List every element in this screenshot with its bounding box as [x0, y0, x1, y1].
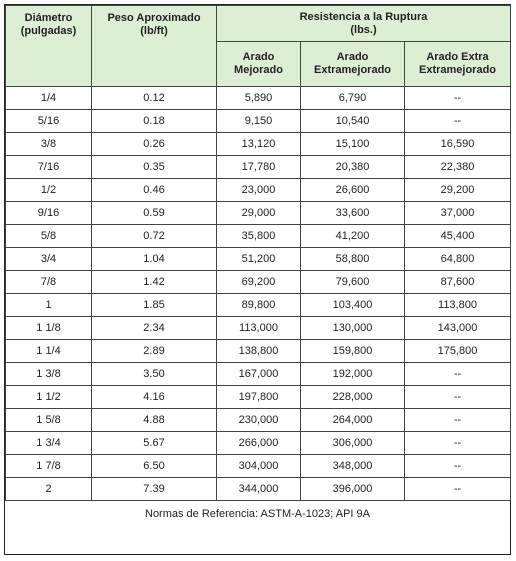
cell-improved: 304,000 — [217, 455, 301, 478]
cell-diameter: 1 1/2 — [6, 386, 92, 409]
table-row — [6, 87, 511, 110]
cell-extra-extra-improved: -- — [405, 87, 511, 110]
cell-extra-extra-improved: -- — [405, 432, 511, 455]
table-row — [6, 409, 511, 432]
cell-extra-extra-improved: 87,600 — [405, 271, 511, 294]
header-grade-extra-extra-improved — [405, 41, 511, 86]
cell-extra-extra-improved: -- — [405, 363, 511, 386]
cell-improved: 113,000 — [217, 317, 301, 340]
table-row — [6, 156, 511, 179]
cell-extra-improved: 228,000 — [301, 386, 405, 409]
cell-weight: 0.26 — [92, 133, 217, 156]
cell-weight: 7.39 — [92, 478, 217, 501]
cell-diameter: 7/16 — [6, 156, 92, 179]
cell-improved: 9,150 — [217, 110, 301, 133]
cell-diameter: 3/8 — [6, 133, 92, 156]
spec-table-frame — [4, 4, 511, 555]
cell-extra-extra-improved: 64,800 — [405, 248, 511, 271]
cell-diameter: 5/16 — [6, 110, 92, 133]
header-weight — [92, 6, 217, 87]
cell-improved: 17,780 — [217, 156, 301, 179]
header-diameter-line1: Diámetro — [24, 12, 73, 24]
cell-extra-improved: 33,600 — [301, 202, 405, 225]
cell-weight: 1.04 — [92, 248, 217, 271]
cell-extra-improved: 79,600 — [301, 271, 405, 294]
cell-extra-extra-improved: 16,590 — [405, 133, 511, 156]
cell-extra-improved: 264,000 — [301, 409, 405, 432]
reference-standards-note: Normas de Referencia: ASTM-A-1023; API 9A — [145, 508, 370, 520]
cell-weight: 0.72 — [92, 225, 217, 248]
header-improved-line1: Arado — [242, 50, 275, 63]
cell-weight: 0.59 — [92, 202, 217, 225]
header-strength-line2: (lbs.) — [350, 24, 377, 37]
cell-diameter: 1 7/8 — [6, 455, 92, 478]
cell-extra-improved: 15,100 — [301, 133, 405, 156]
cell-improved: 167,000 — [217, 363, 301, 386]
cell-weight: 0.18 — [92, 110, 217, 133]
cell-extra-extra-improved: 113,800 — [405, 294, 511, 317]
cell-improved: 69,200 — [217, 271, 301, 294]
cell-extra-improved: 20,380 — [301, 156, 405, 179]
cell-weight: 2.89 — [92, 340, 217, 363]
table-row — [6, 110, 511, 133]
cell-diameter: 1 3/8 — [6, 363, 92, 386]
header-extra-extra-line1: Arado Extra — [426, 50, 489, 63]
cell-improved: 138,800 — [217, 340, 301, 363]
cell-improved: 13,120 — [217, 133, 301, 156]
cell-improved: 230,000 — [217, 409, 301, 432]
header-diameter — [6, 6, 92, 87]
cell-weight: 4.16 — [92, 386, 217, 409]
header-extra-extra-line2: Extramejorado — [418, 63, 497, 76]
header-weight-line2: (lb/ft) — [140, 25, 168, 37]
cell-extra-improved: 103,400 — [301, 294, 405, 317]
cell-extra-extra-improved: 29,200 — [405, 179, 511, 202]
table-row — [6, 455, 511, 478]
cell-extra-extra-improved: -- — [405, 386, 511, 409]
cell-improved: 5,890 — [217, 87, 301, 110]
cell-weight: 4.88 — [92, 409, 217, 432]
cell-extra-improved: 41,200 — [301, 225, 405, 248]
cell-diameter: 1/4 — [6, 87, 92, 110]
header-breaking-strength — [217, 6, 511, 42]
header-extra-line1: Arado — [336, 50, 369, 63]
cell-extra-improved: 348,000 — [301, 455, 405, 478]
cell-improved: 51,200 — [217, 248, 301, 271]
table-row — [6, 317, 511, 340]
cell-improved: 344,000 — [217, 478, 301, 501]
cell-diameter: 1 — [6, 294, 92, 317]
breaking-strength-table — [5, 5, 511, 501]
cell-improved: 89,800 — [217, 294, 301, 317]
cell-extra-improved: 306,000 — [301, 432, 405, 455]
cell-extra-extra-improved: 45,400 — [405, 225, 511, 248]
cell-extra-improved: 192,000 — [301, 363, 405, 386]
cell-extra-improved: 26,600 — [301, 179, 405, 202]
cell-improved: 197,800 — [217, 386, 301, 409]
table-body — [6, 87, 511, 501]
table-row — [6, 432, 511, 455]
cell-weight: 0.46 — [92, 179, 217, 202]
table-row — [6, 179, 511, 202]
table-row — [6, 202, 511, 225]
cell-diameter: 1/2 — [6, 179, 92, 202]
cell-weight: 3.50 — [92, 363, 217, 386]
cell-diameter: 1 1/8 — [6, 317, 92, 340]
cell-extra-extra-improved: 22,380 — [405, 156, 511, 179]
table-row — [6, 340, 511, 363]
cell-extra-improved: 58,800 — [301, 248, 405, 271]
cell-extra-improved: 6,790 — [301, 87, 405, 110]
table-row — [6, 225, 511, 248]
cell-weight: 6.50 — [92, 455, 217, 478]
cell-extra-extra-improved: 175,800 — [405, 340, 511, 363]
table-row — [6, 271, 511, 294]
cell-improved: 266,000 — [217, 432, 301, 455]
cell-weight: 0.12 — [92, 87, 217, 110]
cell-improved: 29,000 — [217, 202, 301, 225]
cell-improved: 23,000 — [217, 179, 301, 202]
cell-extra-improved: 159,800 — [301, 340, 405, 363]
cell-weight: 0.35 — [92, 156, 217, 179]
table-row — [6, 294, 511, 317]
header-weight-line1: Peso Aproximado — [107, 12, 201, 24]
cell-extra-improved: 130,000 — [301, 317, 405, 340]
cell-extra-improved: 396,000 — [301, 478, 405, 501]
header-improved-line2: Mejorado — [234, 63, 283, 76]
cell-extra-extra-improved: -- — [405, 409, 511, 432]
cell-extra-extra-improved: -- — [405, 478, 511, 501]
header-extra-line2: Extramejorado — [313, 63, 392, 76]
cell-diameter: 3/4 — [6, 248, 92, 271]
cell-extra-extra-improved: 37,000 — [405, 202, 511, 225]
cell-weight: 1.42 — [92, 271, 217, 294]
header-diameter-line2: (pulgadas) — [20, 25, 77, 37]
header-grade-extra-improved — [301, 41, 405, 86]
cell-extra-extra-improved: -- — [405, 455, 511, 478]
cell-diameter: 9/16 — [6, 202, 92, 225]
table-row — [6, 386, 511, 409]
cell-weight: 5.67 — [92, 432, 217, 455]
cell-diameter: 2 — [6, 478, 92, 501]
cell-diameter: 7/8 — [6, 271, 92, 294]
table-row — [6, 133, 511, 156]
cell-extra-extra-improved: 143,000 — [405, 317, 511, 340]
cell-extra-extra-improved: -- — [405, 110, 511, 133]
table-row — [6, 363, 511, 386]
table-row — [6, 478, 511, 501]
cell-diameter: 1 1/4 — [6, 340, 92, 363]
cell-extra-improved: 10,540 — [301, 110, 405, 133]
cell-weight: 1.85 — [92, 294, 217, 317]
cell-diameter: 1 3/4 — [6, 432, 92, 455]
cell-diameter: 1 5/8 — [6, 409, 92, 432]
header-strength-line1: Resistencia a la Ruptura — [299, 11, 428, 24]
table-row — [6, 248, 511, 271]
cell-improved: 35,800 — [217, 225, 301, 248]
cell-weight: 2.34 — [92, 317, 217, 340]
cell-diameter: 5/8 — [6, 225, 92, 248]
header-grade-improved — [217, 41, 301, 86]
header-row-top — [6, 6, 511, 42]
